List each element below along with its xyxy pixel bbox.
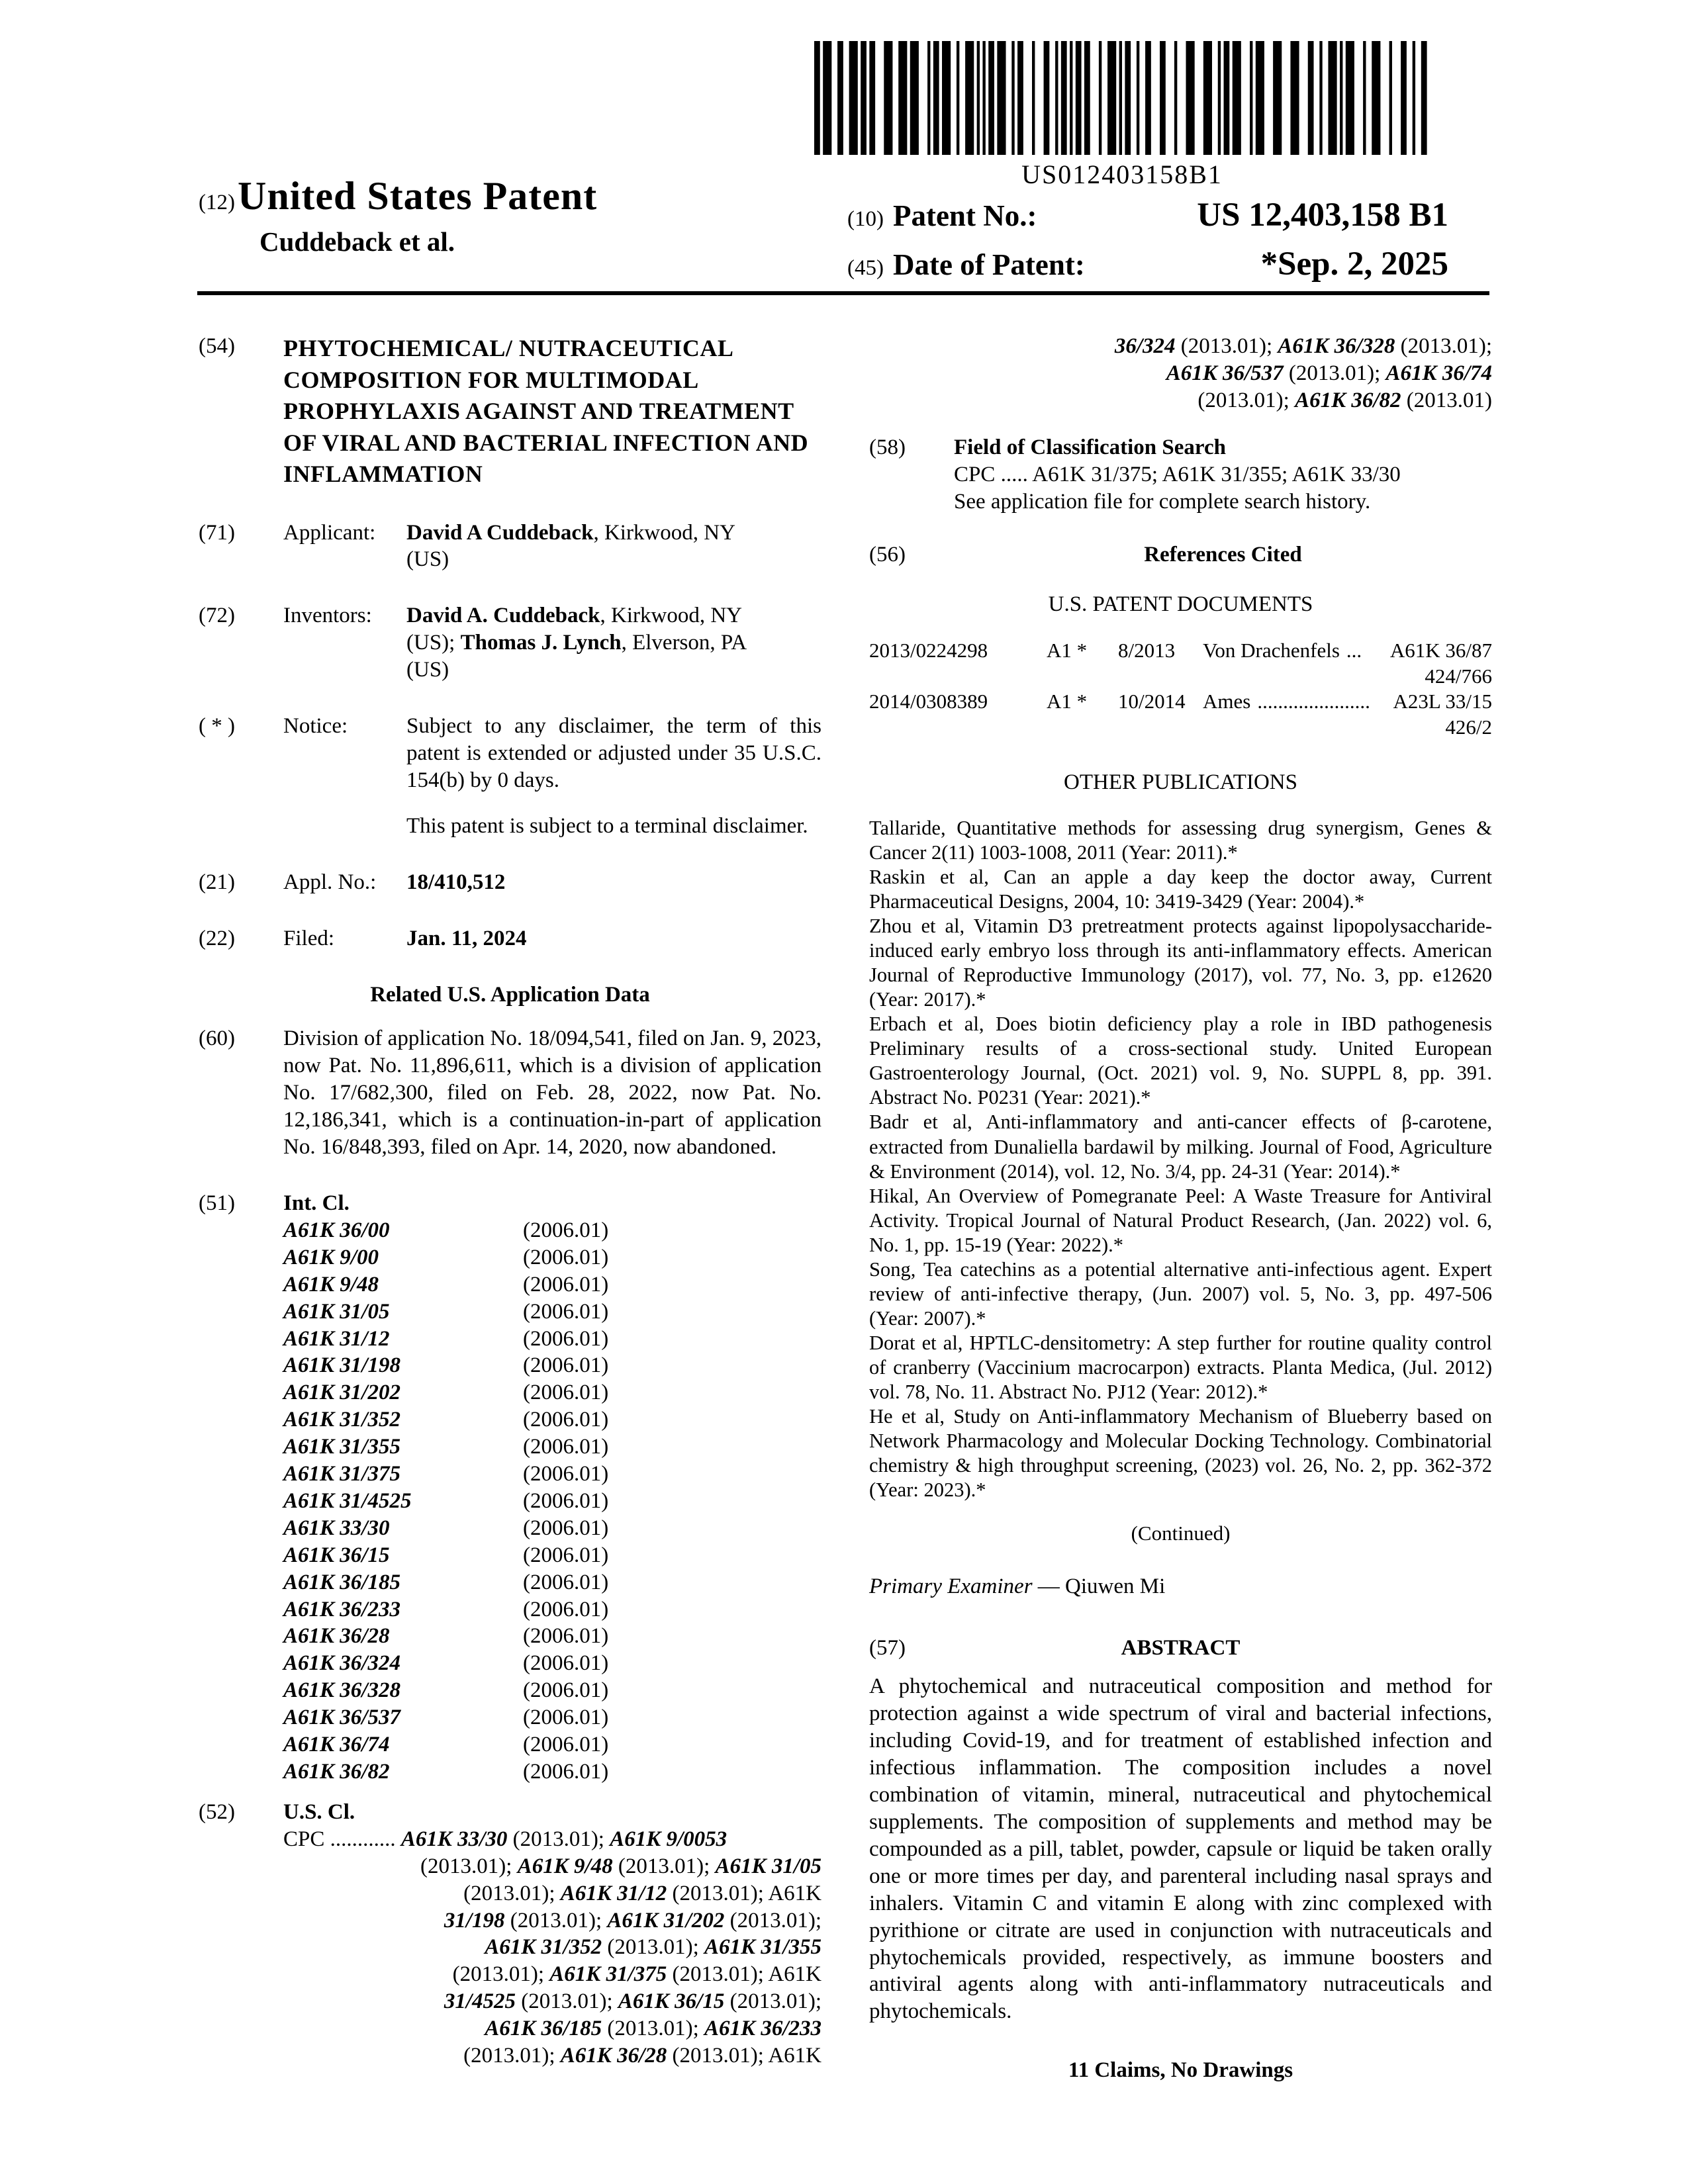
document-inventor-name: Ames (1203, 690, 1251, 713)
person-line (406, 602, 821, 629)
patent-number-value: US 12,403,158 B1 (1197, 197, 1448, 234)
int-cl-row (283, 1217, 821, 1244)
int-cl-row (283, 1379, 821, 1406)
abstract-heading: ABSTRACT (1121, 1635, 1241, 1660)
primary-examiner-label: Primary Examiner (869, 1574, 1033, 1598)
section-52-us-cl (199, 1799, 821, 2070)
int-cl-row (283, 1731, 821, 1758)
table-row (869, 689, 1492, 740)
field-search-cpc-line: CPC ..... A61K 31/375; A61K 31/355; A61K 33/30 (954, 462, 1401, 486)
int-cl-row (283, 1650, 821, 1677)
int-cl-version: (2006.01) (523, 1624, 609, 1649)
leader-dots: ... (1346, 639, 1362, 662)
int-cl-row (283, 1352, 821, 1379)
cpc-line: A61K 31/352 (2013.01); A61K 31/355 (485, 1935, 821, 1960)
appl-no-value: 18/410,512 (406, 870, 506, 894)
document-number: 2013/0224298 (869, 639, 988, 662)
int-cl-code: A61K 36/00 (283, 1218, 390, 1242)
int-cl-version: (2006.01) (523, 1435, 609, 1459)
document-date: 10/2014 (1118, 690, 1186, 713)
section-52-number: (52) (199, 1799, 235, 1824)
int-cl-version: (2006.01) (523, 1462, 609, 1486)
cpc-line: (2013.01); A61K 31/375 (2013.01); A61K (452, 1962, 821, 1987)
section-58-number: (58) (869, 435, 906, 459)
cpc-line: 31/198 (2013.01); A61K 31/202 (2013.01); (444, 1908, 821, 1933)
publication-entry: Zhou et al, Vitamin D3 pretreatment protects against lipopolysaccharide-induced early embryo loss through its anti-inflammatory effects. American Journal of Reproductive Immunology (2017), vol. 77, No. 3, pp. e12620 (Year: 2017).* (869, 915, 1492, 1011)
cpc-line: 31/4525 (2013.01); A61K 36/15 (2013.01); (444, 1989, 821, 2014)
int-cl-version: (2006.01) (523, 1272, 609, 1297)
int-cl-list (283, 1217, 821, 1786)
int-cl-row (283, 1542, 821, 1569)
section-60-related (199, 1025, 821, 1161)
us-patent-documents-heading: U.S. PATENT DOCUMENTS (1048, 592, 1313, 617)
publication-entry: Dorat et al, HPTLC-densitometry: A step further for routine quality control of cranberry (Vaccinium macrocarpon) extracts. Planta Medica, (Jul. 2012) vol. 78, No. 11. Abstract No. PJ12 (Year: 2012).* (869, 1331, 1492, 1403)
int-cl-row (283, 1244, 821, 1271)
person-line (406, 546, 821, 573)
int-cl-version: (2006.01) (523, 1678, 609, 1703)
filed-value: Jan. 11, 2024 (406, 926, 527, 950)
kind-code-number: (12) (199, 191, 235, 214)
section-56-number: (56) (869, 543, 906, 567)
int-cl-code: A61K 36/537 (283, 1706, 400, 1730)
barcode-number: US012403158B1 (1021, 159, 1223, 189)
int-cl-version: (2006.01) (523, 1733, 609, 1757)
int-cl-row (283, 1596, 821, 1623)
field-45-number: (45) (847, 256, 884, 280)
person-line (406, 629, 821, 657)
barcode-icon (814, 41, 1430, 155)
int-cl-code: A61K 36/185 (283, 1570, 400, 1594)
int-cl-version: (2006.01) (523, 1597, 609, 1621)
patent-date-label: Date of Patent: (892, 248, 1085, 281)
publication-entry: He et al, Study on Anti-inflammatory Mechanism of Blueberry based on Network Pharmacology and Molecular Docking Technology. Combinatorial chemistry & high throughput screening, (2023) vol. 26, No. 2, pp. 362-372 (Year: 2023).* (869, 1405, 1492, 1502)
section-22-number: (22) (199, 926, 235, 950)
int-cl-version: (2006.01) (523, 1299, 609, 1324)
section-60-number: (60) (199, 1026, 235, 1051)
document-date: 8/2013 (1118, 639, 1176, 662)
inventors-value (406, 602, 821, 684)
cpc-continuation-block (869, 333, 1492, 414)
abstract-text: A phytochemical and nutraceutical composition and method for protection against a wide spectrum of viral and bacterial infections, including Covid-19, and for treatment of established infection and infectious inflammation. The composition includes a novel combination of vitamin, mineral, nutraceutical and phytochemical supplements. The composition of supplements and method may be compounded as a pill, tablet, powder, capsule or liquid be taken orally one or more times per day, and parenteral including nasal sprays and inhalers. Vitamin C and vitamin E along with zinc complexed with pyrithione or citrate are used in conjunction with nutraceuticals and phytochemicals provided, respectively, as immune boosters and antiviral agents along with anti-inflammatory nutraceuticals and phytochemicals. (869, 1674, 1492, 2024)
other-publications-list (869, 816, 1492, 1502)
person-name: Thomas J. Lynch (460, 631, 622, 655)
section-58-field-search (869, 434, 1492, 516)
person-location: (US) (406, 547, 449, 572)
publication-entry: Badr et al, Anti-inflammatory and anti-cancer effects of β-carotene, extracted from Dunaliella bardawil by milking. Journal of Food, Agriculture & Environment (2014), vol. 12, No. 3/4, pp. 24-31 (Year: 2014).* (869, 1111, 1492, 1183)
int-cl-row (283, 1488, 821, 1515)
inventors-label: Inventors: (283, 604, 372, 628)
barcode-block (814, 41, 1430, 190)
int-cl-row (283, 1515, 821, 1542)
abstract-heading-row (869, 1635, 1492, 1662)
notice-paragraph-1: Subject to any disclaimer, the term of this patent is extended or adjusted under 35 U.S.C. 154(b) by 0 days. (406, 714, 821, 792)
person-location: (US); (406, 631, 461, 655)
int-cl-row (283, 1271, 821, 1298)
int-cl-code: A61K 36/82 (283, 1760, 390, 1784)
int-cl-row (283, 1704, 821, 1731)
continued-note: (Continued) (1131, 1522, 1231, 1545)
int-cl-version: (2006.01) (523, 1488, 609, 1513)
leader-dots: ...................... (1257, 690, 1370, 713)
person-location: , Kirkwood, NY (600, 604, 742, 628)
cpc-continuation-line: (2013.01); A61K 36/82 (2013.01) (1197, 388, 1492, 412)
person-location: (US) (406, 658, 449, 682)
document-classification-continued: 424/766 (1425, 664, 1492, 688)
int-cl-version: (2006.01) (523, 1516, 609, 1540)
person-name: David A Cuddeback (406, 520, 594, 545)
int-cl-version: (2006.01) (523, 1570, 609, 1594)
int-cl-version: (2006.01) (523, 1218, 609, 1242)
document-classification: A23L 33/15 (1393, 690, 1492, 713)
notice-asterisk: ( * ) (199, 714, 235, 739)
related-data-text: Division of application No. 18/094,541, filed on Jan. 9, 2023, now Pat. No. 11,896,611, which is a division of application No. 17/682,300, filed on Feb. 28, 2022, now Pat. No. 12,186,341, which is a continuation-in-part of application No. 16/848,393, filed on Apr. 14, 2020, now abandoned. (283, 1026, 821, 1160)
section-notice (199, 713, 821, 840)
section-72-number: (72) (199, 604, 235, 628)
int-cl-code: A61K 9/00 (283, 1245, 379, 1269)
int-cl-version: (2006.01) (523, 1706, 609, 1730)
publication-entry: Raskin et al, Can an apple a day keep the doctor away, Current Pharmaceutical Designs, 2004, 10: 3419-3429 (Year: 2004).* (869, 866, 1492, 913)
cpc-continuation-line: A61K 36/537 (2013.01); A61K 36/74 (1166, 361, 1492, 385)
notice-label: Notice: (283, 714, 348, 739)
int-cl-code: A61K 31/4525 (283, 1488, 412, 1513)
person-name: David A. Cuddeback (406, 604, 600, 628)
invention-title: PHYTOCHEMICAL/ NUTRACEUTICAL COMPOSITION FOR MULTIMODAL PROPHYLAXIS AGAINST AND TREATMENT OF VIRAL AND BACTERIAL INFECTION AND INFLAMMATION (283, 335, 809, 488)
int-cl-code: A61K 36/74 (283, 1733, 390, 1757)
int-cl-code: A61K 31/12 (283, 1326, 390, 1351)
document-classification-continued: 426/2 (1445, 715, 1492, 739)
table-row (869, 638, 1492, 689)
cpc-line: (2013.01); A61K 36/28 (2013.01); A61K (463, 2044, 821, 2068)
patent-number-label: Patent No.: (892, 199, 1037, 232)
int-cl-row (283, 1569, 821, 1596)
references-cited-heading: References Cited (1144, 543, 1302, 567)
document-number: 2014/0308389 (869, 690, 988, 713)
header-divider (197, 291, 1489, 295)
int-cl-code: A61K 9/48 (283, 1272, 379, 1297)
section-56-references (869, 541, 1492, 569)
int-cl-row (283, 1623, 821, 1650)
patent-date-row (847, 245, 1448, 283)
claims-drawings-line: 11 Claims, No Drawings (1068, 2058, 1293, 2083)
section-54-title (199, 333, 821, 490)
int-cl-row (283, 1433, 821, 1461)
publication-entry: Erbach et al, Does biotin deficiency play a role in IBD pathogenesis Preliminary results of a cross-sectional study. United European Gastroenterology Journal, (Oct. 2021) vol. 9, No. SUPPL 8, pp. 391. Abstract No. P0231 (Year: 2021).* (869, 1013, 1492, 1109)
cpc-classification-block (283, 1826, 821, 2070)
section-21-number: (21) (199, 870, 235, 894)
int-cl-row (283, 1461, 821, 1488)
int-cl-code: A61K 36/28 (283, 1624, 390, 1649)
int-cl-version: (2006.01) (523, 1353, 609, 1378)
int-cl-code: A61K 33/30 (283, 1516, 390, 1540)
int-cl-row (283, 1406, 821, 1433)
person-line (406, 657, 821, 684)
publication-entry: Song, Tea catechins as a potential alternative anti-infectious agent. Expert review of anti-infective therapy, (Jun. 2007) vol. 5, No. 3, pp. 497-506 (Year: 2007).* (869, 1257, 1492, 1330)
int-cl-code: A61K 36/324 (283, 1651, 400, 1676)
section-51-int-cl (199, 1190, 821, 1786)
header-right (847, 196, 1448, 294)
int-cl-code: A61K 36/328 (283, 1678, 400, 1703)
int-cl-version: (2006.01) (523, 1245, 609, 1269)
applicant-label: Applicant: (283, 520, 376, 545)
document-classification: A61K 36/87 (1389, 639, 1492, 662)
us-patent-documents-table (869, 638, 1492, 740)
int-cl-code: A61K 36/15 (283, 1543, 390, 1567)
primary-examiner-name: — Qiuwen Mi (1032, 1574, 1166, 1598)
right-column (869, 333, 1492, 2099)
field-search-see-line: See application file for complete search history. (954, 489, 1371, 514)
publication-entry: Tallaride, Quantitative methods for assessing drug synergism, Genes & Cancer 2(11) 1003-1008, 2011 (Year: 2011).* (869, 816, 1492, 864)
person-location: , Kirkwood, NY (593, 520, 735, 545)
section-72-inventors (199, 602, 821, 684)
int-cl-version: (2006.01) (523, 1326, 609, 1351)
cpc-line: (2013.01); A61K 31/12 (2013.01); A61K (463, 1881, 821, 1905)
int-cl-code: A61K 36/233 (283, 1597, 400, 1621)
section-54-number: (54) (199, 334, 235, 358)
left-column (199, 333, 821, 2099)
united-states-patent-line (199, 173, 597, 219)
int-cl-code: A61K 31/352 (283, 1408, 400, 1432)
int-cl-code: A61K 31/05 (283, 1299, 390, 1324)
document-kind-code: A1 * (1047, 639, 1088, 662)
int-cl-code: A61K 31/202 (283, 1381, 400, 1405)
section-21-appl-no (199, 869, 821, 896)
int-cl-version: (2006.01) (523, 1381, 609, 1405)
document-kind-code: A1 * (1047, 690, 1088, 713)
related-data-heading: Related U.S. Application Data (370, 982, 650, 1007)
int-cl-version: (2006.01) (523, 1543, 609, 1567)
field-search-label: Field of Classification Search (954, 435, 1226, 459)
int-cl-code: A61K 31/355 (283, 1435, 400, 1459)
us-cl-label: U.S. Cl. (283, 1799, 355, 1824)
applicant-value (406, 520, 821, 574)
publication-entry: Hikal, An Overview of Pomegranate Peel: A Waste Treasure for Antiviral Activity. Tropical Journal of Natural Product Research, (Jan. 2022) vol. 6, No. 1, pp. 15-19 (Year: 2022).* (869, 1184, 1492, 1256)
document-line (869, 638, 1492, 663)
patent-date-value: *Sep. 2, 2025 (1260, 246, 1448, 283)
patent-number-row (847, 196, 1448, 234)
int-cl-row (283, 1326, 821, 1353)
other-publications-heading: OTHER PUBLICATIONS (1064, 770, 1297, 794)
section-71-number: (71) (199, 520, 235, 545)
section-71-applicant (199, 520, 821, 574)
header-left (199, 173, 597, 257)
section-57-number: (57) (869, 1635, 906, 1660)
notice-paragraph-2: This patent is subject to a terminal disclaimer. (406, 813, 808, 838)
int-cl-version: (2006.01) (523, 1760, 609, 1784)
document-inventor-name: Von Drachenfels (1203, 639, 1340, 662)
person-line (406, 520, 821, 547)
section-22-filed (199, 925, 821, 952)
appl-no-label: Appl. No.: (283, 870, 377, 894)
int-cl-version: (2006.01) (523, 1651, 609, 1676)
int-cl-row (283, 1677, 821, 1704)
cpc-line: A61K 36/185 (2013.01); A61K 36/233 (485, 2017, 821, 2041)
first-named-inventor: Cuddeback et al. (259, 226, 455, 257)
field-10-number: (10) (847, 207, 884, 231)
filed-label: Filed: (283, 926, 335, 950)
body-columns (0, 314, 1688, 2099)
cpc-continuation-line: 36/324 (2013.01); A61K 36/328 (2013.01); (1114, 334, 1492, 358)
cpc-line: (2013.01); A61K 9/48 (2013.01); A61K 31/05 (420, 1854, 821, 1878)
int-cl-row (283, 1758, 821, 1786)
int-cl-version: (2006.01) (523, 1408, 609, 1432)
document-line (869, 689, 1492, 714)
cpc-line: CPC ............ A61K 33/30 (2013.01); A61K 9/0053 (283, 1827, 727, 1851)
int-cl-label: Int. Cl. (283, 1191, 350, 1215)
int-cl-code: A61K 31/198 (283, 1353, 400, 1378)
primary-examiner-line (869, 1573, 1492, 1600)
section-51-number: (51) (199, 1191, 235, 1215)
page-header (0, 0, 1688, 314)
document-title: United States Patent (237, 174, 598, 218)
person-location: , Elverson, PA (621, 631, 747, 655)
int-cl-code: A61K 31/375 (283, 1462, 400, 1486)
int-cl-row (283, 1298, 821, 1326)
